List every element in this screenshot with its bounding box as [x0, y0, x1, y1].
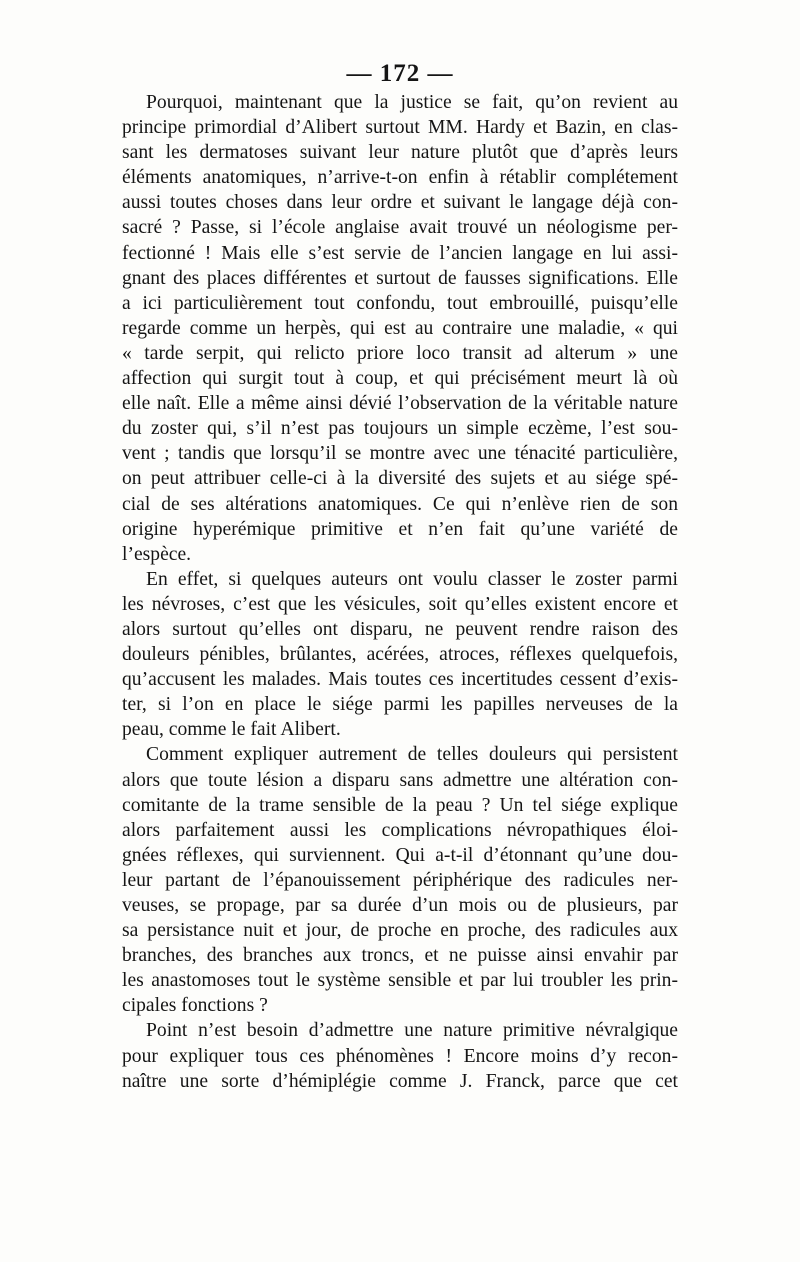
page-number: — 172 — — [346, 60, 454, 87]
text-line: alors surtout qu’elles ont disparu, ne peuvent rendre raison des — [122, 618, 678, 640]
text-line: l’espèce. — [122, 543, 192, 565]
text-line: alors que toute lésion a disparu sans admettre une altération con- — [122, 769, 678, 791]
text-line: regarde comme un herpès, qui est au contraire une maladie, « qui — [122, 317, 678, 339]
text-line: elle naît. Elle a même ainsi dévié l’observation de la véritable nature — [122, 393, 678, 415]
text-line: Point n’est besoin d’admettre une nature primitive névralgique — [146, 1020, 678, 1042]
body-text — [122, 90, 678, 1094]
text-line: pour expliquer tous ces phénomènes ! Encore moins d’y recon- — [122, 1045, 678, 1067]
text-line: naître une sorte d’hémiplégie comme J. Franck, parce que cet — [122, 1070, 678, 1092]
text-line: En effet, si quelques auteurs ont voulu classer le zoster parmi — [146, 568, 678, 590]
text-line: qu’accusent les malades. Mais toutes ces incertitudes cessent d’exis- — [122, 669, 678, 691]
text-line: origine hyperémique primitive et n’en fait qu’une variété de — [122, 518, 678, 540]
text-line: du zoster qui, s’il n’est pas toujours un simple eczème, l’est sou- — [122, 418, 678, 440]
text-line: peau, comme le fait Alibert. — [122, 719, 341, 741]
paragraph-1 — [122, 90, 678, 567]
text-line: Comment expliquer autrement de telles douleurs qui persistent — [146, 744, 678, 766]
paragraph-4 — [122, 1018, 678, 1093]
text-line: leur partant de l’épanouissement périphérique des radicules ner- — [122, 869, 678, 891]
text-line: sa persistance nuit et jour, de proche en proche, des radicules aux — [122, 920, 678, 942]
text-line: ter, si l’on en place le siége parmi les papilles nerveuses de la — [122, 694, 678, 716]
text-line: cial de ses altérations anatomiques. Ce qui n’enlève rien de son — [122, 493, 678, 515]
text-line: gnées réflexes, qui surviennent. Qui a-t-il d’étonnant qu’une dou- — [122, 844, 678, 866]
text-line: vent ; tandis que lorsqu’il se montre avec une ténacité particulière, — [122, 443, 678, 465]
text-line: « tarde serpit, qui relicto priore loco transit ad alterum » une — [122, 342, 678, 364]
text-line: les névroses, c’est que les vésicules, soit qu’elles existent encore et — [122, 593, 678, 615]
text-line: principe primordial d’Alibert surtout MM. Hardy et Bazin, en clas- — [122, 117, 678, 139]
text-line: a ici particulièrement tout confondu, tout embrouillé, puisqu’elle — [122, 292, 678, 314]
text-line: les anastomoses tout le système sensible et par lui troubler les prin- — [122, 970, 678, 992]
text-line: sacré ? Passe, si l’école anglaise avait trouvé un néologisme per- — [122, 217, 678, 239]
text-line: éléments anatomiques, n’arrive-t-on enfin à rétablir complétement — [122, 167, 678, 189]
text-line: veuses, se propage, par sa durée d’un mois ou de plusieurs, par — [122, 895, 678, 916]
paragraph-3 — [122, 742, 678, 1018]
text-line: fectionné ! Mais elle s’est servie de l’ancien langage en lui assi- — [122, 242, 678, 264]
paragraph-2 — [122, 567, 678, 743]
text-line: Pourquoi, maintenant que la justice se fait, qu’on revient au — [146, 92, 678, 113]
text-line: comitante de la trame sensible de la peau ? Un tel siége explique — [122, 794, 678, 816]
text-line: branches, des branches aux troncs, et ne puisse ainsi envahir par — [122, 945, 678, 967]
text-line: douleurs pénibles, brûlantes, acérées, atroces, réflexes quelquefois, — [122, 644, 678, 666]
text-line: on peut attribuer celle-ci à la diversité des sujets et au siége spé- — [122, 468, 678, 490]
text-line: alors parfaitement aussi les complications névropathiques éloi- — [122, 819, 678, 841]
text-line: sant les dermatoses suivant leur nature plutôt que d’après leurs — [122, 142, 678, 164]
text-line: aussi toutes choses dans leur ordre et suivant le langage déjà con- — [122, 192, 678, 214]
text-line: cipales fonctions ? — [122, 995, 268, 1017]
text-line: affection qui surgit tout à coup, et qui précisément meurt là où — [122, 368, 678, 390]
text-line: gnant des places différentes et surtout de fausses significations. Elle — [122, 267, 678, 289]
